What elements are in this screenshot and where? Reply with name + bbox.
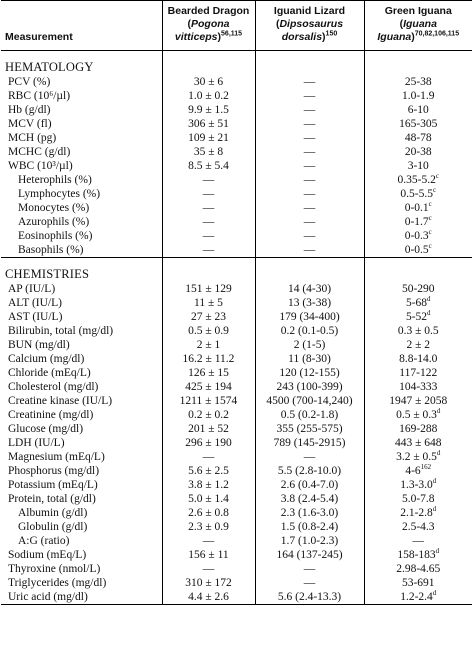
iguanid-lizard-value: 0.5 (0.2-1.8) xyxy=(255,408,364,422)
spacer-cell xyxy=(255,258,364,266)
header-measurement: Measurement xyxy=(1,1,162,51)
measurement-label: LDH (IU/L) xyxy=(8,437,65,449)
green-iguana-value: 5-68 xyxy=(405,297,428,309)
bearded-dragon-value: 0.5 ± 0.9 xyxy=(162,324,255,338)
iguanid-lizard-value: 355 (255-575) xyxy=(255,422,364,436)
table-row xyxy=(1,506,472,520)
table-row xyxy=(1,436,472,450)
green-iguana-value: 2.98-4.65 xyxy=(396,563,441,575)
iguanid-lizard-value: — xyxy=(255,187,364,201)
measurement-label: Heterophils (%) xyxy=(18,174,92,186)
table-row xyxy=(1,520,472,534)
green-iguana-value: 0.35-5.2 xyxy=(397,174,436,186)
green-iguana-cell xyxy=(364,324,472,338)
green-iguana-cell xyxy=(364,464,472,478)
footnote-superscript: c xyxy=(435,173,439,181)
green-iguana-value: 6-10 xyxy=(407,104,429,116)
bearded-dragon-value: 5.6 ± 2.5 xyxy=(162,464,255,478)
paren-open: ( xyxy=(399,18,404,30)
iguanid-lizard-value: — xyxy=(255,159,364,173)
table-row xyxy=(1,408,472,422)
iguanid-lizard-value: — xyxy=(255,131,364,145)
measurement-label: Eosinophils (%) xyxy=(18,230,93,242)
green-iguana-cell xyxy=(364,562,472,576)
bearded-dragon-value: 4.4 ± 2.6 xyxy=(162,590,255,605)
paren-close: ) xyxy=(217,31,222,43)
measurement-label: Lymphocytes (%) xyxy=(18,188,101,200)
green-iguana-value: 1.0-1.9 xyxy=(401,90,435,102)
green-iguana-cell xyxy=(364,394,472,408)
iguanid-lizard-value: — xyxy=(255,145,364,159)
green-iguana-value: 165-305 xyxy=(399,118,438,130)
table-row xyxy=(1,201,472,215)
green-iguana-value: — xyxy=(412,535,424,547)
bearded-dragon-value: 0.2 ± 0.2 xyxy=(162,408,255,422)
iguanid-lizard-value: 14 (4-30) xyxy=(255,282,364,296)
measurement-label: Calcium (mg/dl) xyxy=(8,353,85,365)
green-iguana-value: 1.2-2.4 xyxy=(400,591,433,603)
table-row xyxy=(1,464,472,478)
footnote-superscript: c xyxy=(432,187,437,195)
table-row xyxy=(1,75,472,89)
measurement-label: Potassium (mEq/L) xyxy=(8,479,98,491)
table-row xyxy=(1,338,472,352)
green-iguana-value: 0.3 ± 0.5 xyxy=(397,325,439,337)
header-row xyxy=(1,1,472,51)
measurement-label: Phosphorus (mg/dl) xyxy=(8,465,100,477)
table-row xyxy=(1,576,472,590)
footnote-superscript: c xyxy=(428,243,432,251)
bearded-dragon-value: 2.3 ± 0.9 xyxy=(162,520,255,534)
measurement-label: Bilirubin, total (mg/dl) xyxy=(8,325,114,337)
measurement-label: Protein, total (g/dl) xyxy=(8,493,96,505)
empty-cell xyxy=(255,265,364,282)
table-row xyxy=(1,243,472,258)
table-row xyxy=(1,380,472,394)
bearded-dragon-value: — xyxy=(162,562,255,576)
green-iguana-value: 0-0.5 xyxy=(404,244,429,256)
iguanid-lizard-value: — xyxy=(255,229,364,243)
green-iguana-cell xyxy=(364,520,472,534)
bearded-dragon-value: — xyxy=(162,187,255,201)
measurement-label: Creatine kinase (IU/L) xyxy=(8,395,113,407)
iguanid-lizard-value: 2 (1-5) xyxy=(255,338,364,352)
bearded-dragon-value: — xyxy=(162,201,255,215)
green-iguana-value: 2.1-2.8 xyxy=(400,507,433,519)
section-title: HEMATOLOGY xyxy=(5,60,94,74)
table-row xyxy=(1,590,472,605)
iguanid-lizard-value: — xyxy=(255,576,364,590)
table-row xyxy=(1,187,472,201)
measurement-label: Globulin (g/dl) xyxy=(18,521,88,533)
measurement-label: Uric acid (mg/dl) xyxy=(1,590,162,605)
spacer-cell xyxy=(364,258,472,266)
measurement-label: Sodium (mEq/L) xyxy=(8,549,87,561)
iguanid-lizard-value: 789 (145-2915) xyxy=(255,436,364,450)
reference-superscript: 150 xyxy=(325,30,338,38)
iguanid-lizard-value: — xyxy=(255,243,364,258)
green-iguana-value: 0-0.1 xyxy=(404,202,429,214)
table-row xyxy=(1,117,472,131)
green-iguana-value: 117-122 xyxy=(399,367,438,379)
green-iguana-cell xyxy=(364,145,472,159)
green-iguana-value: 104-333 xyxy=(399,381,438,393)
table-header xyxy=(1,1,472,51)
iguanid-lizard-value: — xyxy=(255,89,364,103)
empty-cell xyxy=(364,58,472,75)
measurement-label: ALT (IU/L) xyxy=(8,297,62,309)
footnote-superscript: d xyxy=(432,506,437,514)
bearded-dragon-value: 1.0 ± 0.2 xyxy=(162,89,255,103)
iguanid-lizard-value: 0.2 (0.1-0.5) xyxy=(255,324,364,338)
iguanid-lizard-value: 179 (34-400) xyxy=(255,310,364,324)
measurement-label: Chloride (mEq/L) xyxy=(8,367,91,379)
iguanid-lizard-value: 5.6 (2.4-13.3) xyxy=(255,590,364,605)
iguanid-lizard-value: — xyxy=(255,75,364,89)
common-name: Green Iguana xyxy=(384,5,452,17)
common-name: Bearded Dragon xyxy=(167,5,250,17)
iguanid-lizard-value: — xyxy=(255,215,364,229)
bearded-dragon-value: 35 ± 8 xyxy=(162,145,255,159)
table-row xyxy=(1,562,472,576)
bearded-dragon-value: 2.6 ± 0.8 xyxy=(162,506,255,520)
green-iguana-cell xyxy=(364,422,472,436)
measurement-label: Monocytes (%) xyxy=(18,202,90,214)
green-iguana-cell xyxy=(364,310,472,324)
reference-superscript: 70,82,106,115 xyxy=(414,30,460,38)
measurement-label: Hb (g/dl) xyxy=(8,104,51,116)
table-row xyxy=(1,422,472,436)
spacer-cell xyxy=(162,51,255,59)
section-title: CHEMISTRIES xyxy=(5,267,90,281)
bearded-dragon-value: 11 ± 5 xyxy=(162,296,255,310)
measurement-label: AST (IU/L) xyxy=(8,311,63,323)
bearded-dragon-value: 126 ± 15 xyxy=(162,366,255,380)
green-iguana-value: 50-290 xyxy=(401,283,435,295)
bearded-dragon-value: 109 ± 21 xyxy=(162,131,255,145)
iguanid-lizard-value: 2.6 (0.4-7.0) xyxy=(255,478,364,492)
measurement-label: AP (IU/L) xyxy=(8,283,56,295)
table-row xyxy=(1,478,472,492)
table-row xyxy=(1,534,472,548)
footnote-superscript: d xyxy=(436,450,441,458)
bearded-dragon-value: 16.2 ± 11.2 xyxy=(162,352,255,366)
table-row xyxy=(1,103,472,117)
bearded-dragon-value: 9.9 ± 1.5 xyxy=(162,103,255,117)
spacer-cell xyxy=(1,258,162,266)
green-iguana-cell xyxy=(364,338,472,352)
footnote-superscript: d xyxy=(432,590,437,598)
header-iguanid-lizard xyxy=(255,1,364,51)
table-row xyxy=(1,145,472,159)
spacer-cell xyxy=(255,51,364,59)
green-iguana-cell xyxy=(364,380,472,394)
green-iguana-cell xyxy=(364,478,472,492)
bearded-dragon-value: 425 ± 194 xyxy=(162,380,255,394)
footnote-superscript: d xyxy=(435,548,440,556)
green-iguana-cell xyxy=(364,548,472,562)
green-iguana-value: 48-78 xyxy=(404,132,432,144)
scientific-name: Dipsosaurus dorsalis xyxy=(279,18,344,43)
bearded-dragon-value: 30 ± 6 xyxy=(162,75,255,89)
iguanid-lizard-value: — xyxy=(255,103,364,117)
green-iguana-value: 3.2 ± 0.5 xyxy=(396,451,437,463)
section-heading-row xyxy=(1,58,472,75)
section-heading-row xyxy=(1,265,472,282)
bearded-dragon-value: — xyxy=(162,450,255,464)
green-iguana-value: 25-38 xyxy=(404,76,432,88)
bearded-dragon-value: — xyxy=(162,173,255,187)
footnote-superscript: c xyxy=(428,201,432,209)
iguanid-lizard-value: 4500 (700-14,240) xyxy=(255,394,364,408)
green-iguana-value: 0.5 ± 0.3 xyxy=(396,409,437,421)
green-iguana-value: 1947 ± 2058 xyxy=(389,395,448,407)
header-bearded-dragon xyxy=(162,1,255,51)
green-iguana-value: 5.0-7.8 xyxy=(401,493,435,505)
green-iguana-cell xyxy=(364,366,472,380)
measurement-label: Albumin (g/dl) xyxy=(18,507,88,519)
green-iguana-cell xyxy=(364,89,472,103)
empty-cell xyxy=(364,265,472,282)
table-row xyxy=(1,492,472,506)
green-iguana-cell xyxy=(364,229,472,243)
green-iguana-cell xyxy=(364,590,472,605)
measurement-label: Triglycerides (mg/dl) xyxy=(8,577,107,589)
table-row xyxy=(1,450,472,464)
footnote-superscript: d xyxy=(427,310,431,318)
table-row xyxy=(1,296,472,310)
green-iguana-cell xyxy=(364,215,472,229)
paren-close: ) xyxy=(322,31,326,43)
footnote-superscript: d xyxy=(432,478,437,486)
green-iguana-cell xyxy=(364,103,472,117)
iguanid-lizard-value: 3.8 (2.4-5.4) xyxy=(255,492,364,506)
bearded-dragon-value: — xyxy=(162,229,255,243)
green-iguana-cell xyxy=(364,450,472,464)
green-iguana-value: 2.5-4.3 xyxy=(401,521,435,533)
iguanid-lizard-value: 1.5 (0.8-2.4) xyxy=(255,520,364,534)
footnote-superscript: d xyxy=(427,296,431,304)
table-row xyxy=(1,215,472,229)
green-iguana-value: 53-691 xyxy=(401,577,435,589)
header-green-iguana xyxy=(364,1,472,51)
bearded-dragon-value: — xyxy=(162,243,255,258)
bearded-dragon-value: 1211 ± 1574 xyxy=(162,394,255,408)
footnote-superscript: c xyxy=(428,229,432,237)
green-iguana-cell xyxy=(364,117,472,131)
bearded-dragon-value: 306 ± 51 xyxy=(162,117,255,131)
green-iguana-cell xyxy=(364,296,472,310)
measurement-label: MCH (pg) xyxy=(8,132,57,144)
paren-close: ) xyxy=(411,31,415,43)
measurement-label: Creatinine (mg/dl) xyxy=(8,409,94,421)
bearded-dragon-value: 5.0 ± 1.4 xyxy=(162,492,255,506)
bearded-dragon-value: 2 ± 1 xyxy=(162,338,255,352)
iguanid-lizard-value: 13 (3-38) xyxy=(255,296,364,310)
bearded-dragon-value: — xyxy=(162,215,255,229)
green-iguana-cell xyxy=(364,282,472,296)
green-iguana-cell xyxy=(364,75,472,89)
measurement-label: MCV (fl) xyxy=(8,118,52,130)
reference-superscript: 56,115 xyxy=(221,30,243,38)
table-row xyxy=(1,282,472,296)
reference-values-table xyxy=(1,0,472,605)
green-iguana-value: 20-38 xyxy=(404,146,432,158)
iguanid-lizard-value: — xyxy=(255,173,364,187)
green-iguana-cell xyxy=(364,173,472,187)
table-row xyxy=(1,89,472,103)
green-iguana-value: 5-52 xyxy=(405,311,428,323)
bearded-dragon-value: 310 ± 172 xyxy=(162,576,255,590)
measurement-label: A:G (ratio) xyxy=(18,535,70,547)
measurement-label: RBC (10⁶/µl) xyxy=(8,90,71,102)
green-iguana-value: 443 ± 648 xyxy=(394,437,442,449)
bearded-dragon-value: 8.5 ± 5.4 xyxy=(162,159,255,173)
measurement-label: Glucose (mg/dl) xyxy=(8,423,84,435)
footnote-superscript: c xyxy=(428,215,432,223)
green-iguana-cell xyxy=(364,576,472,590)
measurement-label: Cholesterol (mg/dl) xyxy=(8,381,99,393)
iguanid-lizard-value: 2.3 (1.6-3.0) xyxy=(255,506,364,520)
green-iguana-value: 158-183 xyxy=(397,549,436,561)
section-spacer xyxy=(1,258,472,266)
spacer-cell xyxy=(364,51,472,59)
iguanid-lizard-value: — xyxy=(255,562,364,576)
table-body xyxy=(1,51,472,605)
bearded-dragon-value: 296 ± 190 xyxy=(162,436,255,450)
iguanid-lizard-value: — xyxy=(255,450,364,464)
table-row xyxy=(1,310,472,324)
measurement-label: Thyroxine (nmol/L) xyxy=(8,563,101,575)
footnote-superscript: 162 xyxy=(420,464,432,472)
bearded-dragon-value: 27 ± 23 xyxy=(162,310,255,324)
iguanid-lizard-value: 120 (12-155) xyxy=(255,366,364,380)
table-row xyxy=(1,159,472,173)
green-iguana-cell xyxy=(364,436,472,450)
iguanid-lizard-value: 164 (137-245) xyxy=(255,548,364,562)
table-row xyxy=(1,131,472,145)
green-iguana-cell xyxy=(364,187,472,201)
green-iguana-cell xyxy=(364,159,472,173)
iguanid-lizard-value: 243 (100-399) xyxy=(255,380,364,394)
paren-open: ( xyxy=(187,18,191,30)
section-spacer xyxy=(1,51,472,59)
paren-open: ( xyxy=(275,18,280,30)
common-name: Iguanid Lizard xyxy=(273,5,346,17)
measurement-label: Azurophils (%) xyxy=(18,216,90,228)
iguanid-lizard-value: — xyxy=(255,201,364,215)
spacer-cell xyxy=(1,51,162,59)
scientific-name: Iguana Iguana xyxy=(377,18,437,43)
green-iguana-value: 1.3-3.0 xyxy=(400,479,433,491)
iguanid-lizard-value: — xyxy=(255,117,364,131)
green-iguana-value: 169-288 xyxy=(399,423,438,435)
bearded-dragon-value: — xyxy=(162,534,255,548)
table-row xyxy=(1,229,472,243)
green-iguana-value: 0-1.7 xyxy=(404,216,429,228)
green-iguana-value: 2 ± 2 xyxy=(406,339,431,351)
empty-cell xyxy=(162,265,255,282)
iguanid-lizard-value: 11 (8-30) xyxy=(255,352,364,366)
empty-cell xyxy=(255,58,364,75)
green-iguana-cell xyxy=(364,201,472,215)
measurement-label: WBC (10³/µl) xyxy=(8,160,73,172)
measurement-label: Basophils (%) xyxy=(18,244,84,256)
green-iguana-cell xyxy=(364,534,472,548)
spacer-cell xyxy=(162,258,255,266)
table-row xyxy=(1,173,472,187)
green-iguana-value: 0-0.3 xyxy=(404,230,429,242)
empty-cell xyxy=(162,58,255,75)
measurement-label: MCHC (g/dl) xyxy=(8,146,71,158)
bearded-dragon-value: 3.8 ± 1.2 xyxy=(162,478,255,492)
green-iguana-value: 4-6 xyxy=(405,465,421,477)
green-iguana-cell xyxy=(364,408,472,422)
measurement-label: Magnesium (mEq/L) xyxy=(8,451,105,463)
table-row xyxy=(1,324,472,338)
green-iguana-value: 8.8-14.0 xyxy=(399,353,438,365)
bearded-dragon-value: 151 ± 129 xyxy=(162,282,255,296)
measurement-label: BUN (mg/dl) xyxy=(8,339,70,351)
iguanid-lizard-value: 1.7 (1.0-2.3) xyxy=(255,534,364,548)
table-row xyxy=(1,352,472,366)
green-iguana-cell xyxy=(364,352,472,366)
scientific-name: Pogona vitticeps xyxy=(174,18,230,43)
green-iguana-cell xyxy=(364,243,472,258)
green-iguana-cell xyxy=(364,492,472,506)
table-row xyxy=(1,366,472,380)
green-iguana-cell xyxy=(364,506,472,520)
green-iguana-value: 3-10 xyxy=(407,160,429,172)
iguanid-lizard-value: 5.5 (2.8-10.0) xyxy=(255,464,364,478)
footnote-superscript: d xyxy=(436,408,441,416)
bearded-dragon-value: 156 ± 11 xyxy=(162,548,255,562)
green-iguana-value: 0.5-5.5 xyxy=(400,188,433,200)
bearded-dragon-value: 201 ± 52 xyxy=(162,422,255,436)
table-row xyxy=(1,394,472,408)
table-row xyxy=(1,548,472,562)
green-iguana-cell xyxy=(364,131,472,145)
measurement-label: PCV (%) xyxy=(8,76,51,88)
